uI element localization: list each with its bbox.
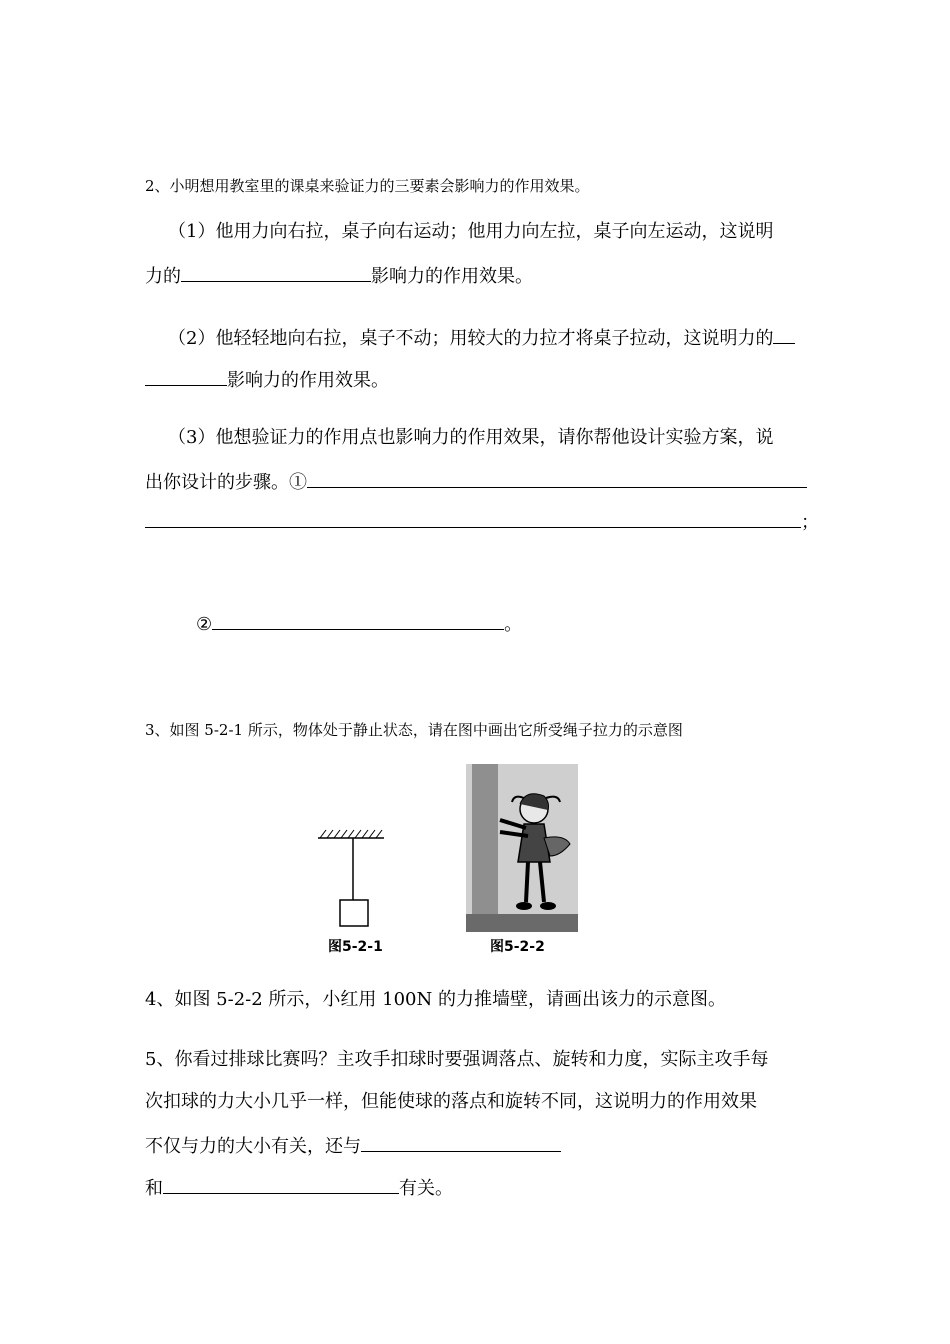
girl-pushing-wall-illustration	[466, 764, 578, 932]
q2-part3-prefix: 出你设计的步骤。①	[145, 472, 307, 493]
q2-part2-line1	[168, 324, 795, 351]
q5-line3	[145, 1132, 561, 1159]
q2-part3-line1: （3）他想验证力的作用点也影响力的作用效果，请你帮他设计实验方案，说	[168, 427, 774, 448]
q3-text: 3、如图 5-2-1 所示，物体处于静止状态，请在图中画出它所受绳子拉力的示意图	[145, 721, 683, 739]
q2-part1-line1: （1）他用力向右拉，桌子向右运动；他用力向左拉，桌子向左运动，这说明	[168, 221, 774, 242]
ground	[466, 914, 578, 932]
q2-part1-line2	[145, 262, 533, 289]
q2-step1-answer-blank[interactable]	[307, 468, 807, 488]
q2-intro: 2、小明想用教室里的课桌来验证力的三要素会影响力的作用效果。	[145, 177, 590, 195]
q5-line4-suffix: 有关。	[399, 1178, 453, 1199]
q2-part3-semicolon: ；	[801, 512, 819, 533]
figure-5-2-1-caption: 图5-2-1	[328, 939, 383, 955]
q2-part2-text: （2）他轻轻地向右拉，桌子不动；用较大的力拉才将桌子拉动，这说明力的	[168, 328, 774, 349]
figure-5-2-1	[306, 818, 388, 938]
q5-answer-blank-2[interactable]	[163, 1174, 399, 1194]
q5-answer-blank-1[interactable]	[361, 1132, 561, 1152]
q2-step2-answer-blank[interactable]	[212, 610, 504, 630]
hanging-block-diagram	[306, 818, 388, 938]
q2-step1-answer-blank-cont[interactable]	[145, 508, 801, 528]
wall	[472, 764, 498, 922]
q2-part3-line2	[145, 468, 807, 495]
figure-5-2-2-caption: 图5-2-2	[490, 939, 545, 955]
q5-line3-text: 不仅与力的大小有关，还与	[145, 1136, 361, 1157]
q2-part2-answer-blank-start[interactable]	[773, 324, 795, 344]
q5-line1: 5、你看过排球比赛吗？主攻手扣球时要强调落点、旋转和力度，实际主攻手每	[145, 1049, 769, 1070]
q5-line2: 次扣球的力大小几乎一样，但能使球的落点和旋转不同，这说明力的作用效果	[145, 1091, 757, 1112]
q2-part1-suffix: 影响力的作用效果。	[371, 266, 533, 287]
block	[340, 900, 368, 926]
q2-step2-marker: ②	[196, 614, 213, 635]
q5-line4-prefix: 和	[145, 1178, 163, 1199]
q4-text: 4、如图 5-2-2 所示，小红用 100N 的力推墙壁，请画出该力的示意图。	[145, 989, 726, 1010]
q2-step2-period: 。	[504, 614, 523, 635]
q2-part2-answer-blank[interactable]	[145, 366, 227, 386]
q2-part1-answer-blank[interactable]	[181, 262, 371, 282]
figure-5-2-2	[466, 764, 578, 932]
q2-part2-line2	[145, 366, 389, 393]
q2-part2-suffix: 影响力的作用效果。	[227, 370, 389, 391]
q5-line4	[145, 1174, 453, 1201]
q2-part1-prefix: 力的	[145, 266, 181, 287]
ceiling-hatching	[320, 830, 382, 838]
q2-step2-line	[196, 610, 522, 637]
q2-part3-line3	[145, 508, 819, 535]
